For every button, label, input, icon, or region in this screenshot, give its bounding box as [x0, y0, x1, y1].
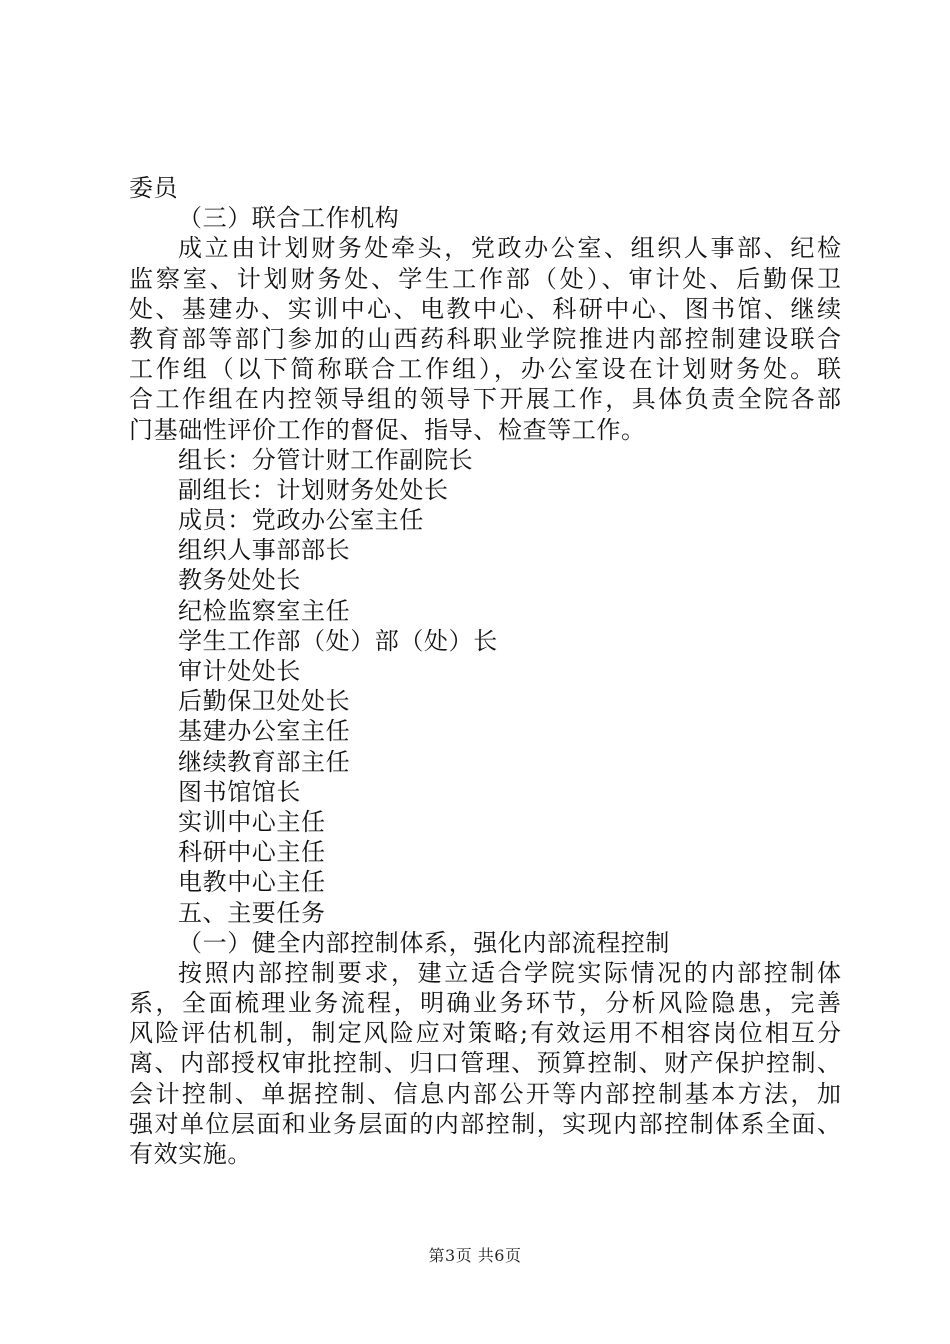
document-body: [129, 173, 841, 1169]
text-line: 副组长：计划财务处处长: [178, 475, 449, 504]
text-line: 合工作组在内控领导组的领导下开展工作，具体负责全院各部: [129, 385, 841, 414]
text-line: 实训中心主任: [178, 807, 326, 836]
text-line: 五、主要任务: [178, 898, 326, 927]
text-line: 科研中心主任: [178, 838, 326, 867]
text-line: 系，全面梳理业务流程，明确业务环节，分析风险隐患，完善: [129, 989, 841, 1018]
text-line: 组织人事部部长: [178, 536, 351, 565]
text-line: 监察室、计划财务处、学生工作部（处）、审计处、后勤保卫: [129, 264, 841, 293]
text-line: 有效实施。: [129, 1140, 252, 1168]
text-line: 纪检监察室主任: [178, 596, 351, 625]
text-line: 离、内部授权审批控制、归口管理、预算控制、财产保护控制、: [129, 1049, 841, 1078]
text-line: 图书馆馆长: [178, 777, 301, 806]
text-line: 后勤保卫处处长: [178, 687, 351, 716]
text-line: 组长：分管计财工作副院长: [178, 445, 474, 474]
text-line: 风险评估机制，制定风险应对策略;有效运用不相容岗位相互分: [129, 1019, 841, 1048]
text-line: （三）联合工作机构: [178, 204, 400, 233]
text-line: 会计控制、单据控制、信息内部公开等内部控制基本方法，加: [129, 1079, 841, 1108]
text-line: （一）健全内部控制体系，强化内部流程控制: [178, 928, 670, 957]
text-line: 工作组（以下简称联合工作组），办公室设在计划财务处。联: [129, 355, 841, 384]
text-line: 强对单位层面和业务层面的内部控制，实现内部控制体系全面、: [129, 1109, 841, 1138]
text-line: 按照内部控制要求，建立适合学院实际情况的内部控制体: [178, 958, 841, 987]
text-line: 委员: [129, 174, 179, 202]
text-line: 成立由计划财务处牵头，党政办公室、组织人事部、纪检: [178, 234, 841, 263]
page-footer: 第3页 共6页: [428, 1246, 522, 1265]
text-line: 门基础性评价工作的督促、指导、检查等工作。: [129, 415, 646, 444]
text-line: 教育部等部门参加的山西药科职业学院推进内部控制建设联合: [129, 324, 841, 353]
text-line: 处、基建办、实训中心、电教中心、科研中心、图书馆、继续: [129, 294, 841, 323]
text-line: 基建办公室主任: [178, 717, 351, 746]
text-line: 审计处处长: [178, 657, 301, 685]
text-line: 电教中心主任: [178, 868, 326, 897]
text-line: 学生工作部（处）部（处）长: [178, 626, 498, 655]
text-line: 继续教育部主任: [178, 747, 351, 776]
text-line: 教务处处长: [178, 566, 301, 595]
text-line: 成员：党政办公室主任: [178, 506, 424, 535]
